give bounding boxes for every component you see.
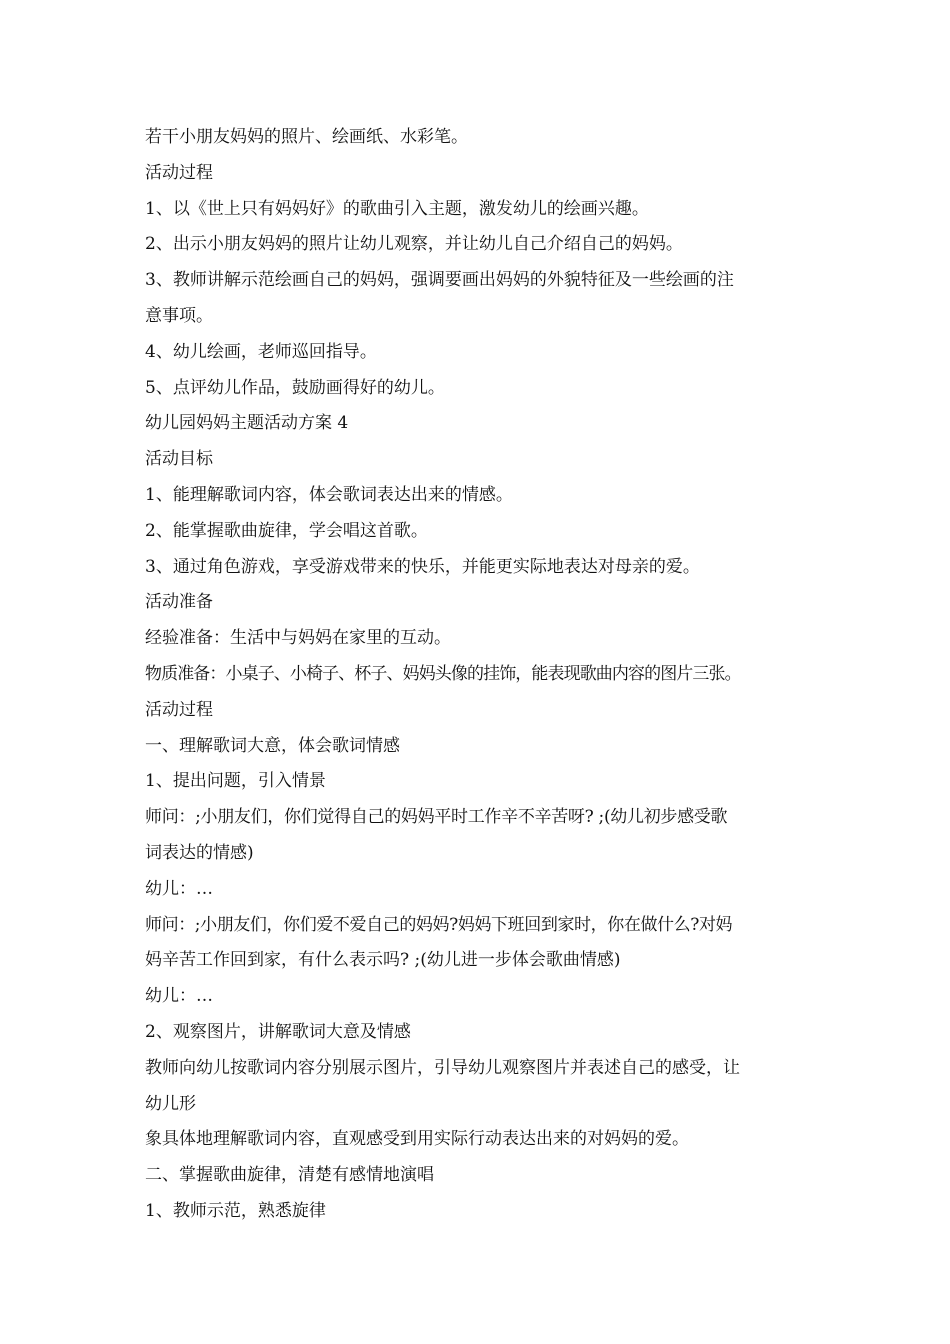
document-body (145, 120, 810, 1230)
text-line: 若干小朋友妈妈的照片、绘画纸、水彩笔。 (145, 127, 468, 147)
text-line: 1、以《世上只有妈妈好》的歌曲引入主题，激发幼儿的绘画兴趣。 (145, 198, 649, 219)
document-title: 幼儿园妈妈主题活动方案 4 (145, 413, 349, 434)
text-line: 象具体地理解歌词内容，直观感受到用实际行动表达出来的对妈妈的爱。 (145, 1129, 689, 1150)
text-line: 2、观察图片，讲解歌词大意及情感 (145, 1021, 411, 1042)
text-line: 1、教师示范，熟悉旋律 (145, 1200, 326, 1221)
text-line: 教师向幼儿按歌词内容分别展示图片，引导幼儿观察图片并表述自己的感受，让 (145, 1057, 740, 1078)
section-heading: 活动准备 (145, 592, 213, 613)
text-line: 5、点评幼儿作品，鼓励画得好的幼儿。 (145, 377, 445, 398)
subsection-heading: 一、理解歌词大意，体会歌词情感 (145, 735, 400, 756)
text-line: 3、通过角色游戏，享受游戏带来的快乐，并能更实际地表达对母亲的爱。 (145, 556, 700, 577)
section-heading: 活动目标 (145, 449, 213, 470)
text-line: 幼儿：… (145, 878, 213, 899)
text-line: 师问：;小朋友们，你们觉得自己的妈妈平时工作辛不辛苦呀? ;(幼儿初步感受歌 (145, 807, 728, 828)
section-heading: 活动过程 (145, 162, 213, 183)
text-line: 物质准备：小桌子、小椅子、杯子、妈妈头像的挂饰，能表现歌曲内容的图片三张。 (145, 663, 741, 684)
text-line: 3、教师讲解示范绘画自己的妈妈，强调要画出妈妈的外貌特征及一些绘画的注 (145, 270, 734, 291)
text-line: 妈辛苦工作回到家，有什么表示吗? ;(幼儿进一步体会歌曲情感) (145, 950, 621, 971)
text-line: 2、出示小朋友妈妈的照片让幼儿观察，并让幼儿自己介绍自己的妈妈。 (145, 234, 683, 255)
text-line: 2、能掌握歌曲旋律，学会唱这首歌。 (145, 520, 428, 541)
section-heading: 活动过程 (145, 699, 213, 720)
text-line: 1、能理解歌词内容，体会歌词表达出来的情感。 (145, 484, 513, 505)
text-line: 4、幼儿绘画，老师巡回指导。 (145, 341, 377, 362)
text-line: 意事项。 (145, 305, 213, 326)
text-line: 幼儿形 (145, 1093, 196, 1114)
text-line: 师问：;小朋友们，你们爱不爱自己的妈妈?妈妈下班回到家时，你在做什么?对妈 (145, 914, 733, 935)
text-line: 1、提出问题，引入情景 (145, 771, 326, 792)
text-line: 经验准备：生活中与妈妈在家里的互动。 (145, 628, 451, 649)
text-line: 幼儿：… (145, 986, 213, 1007)
text-line: 词表达的情感) (145, 842, 254, 863)
subsection-heading: 二、掌握歌曲旋律，清楚有感情地演唱 (145, 1165, 434, 1186)
